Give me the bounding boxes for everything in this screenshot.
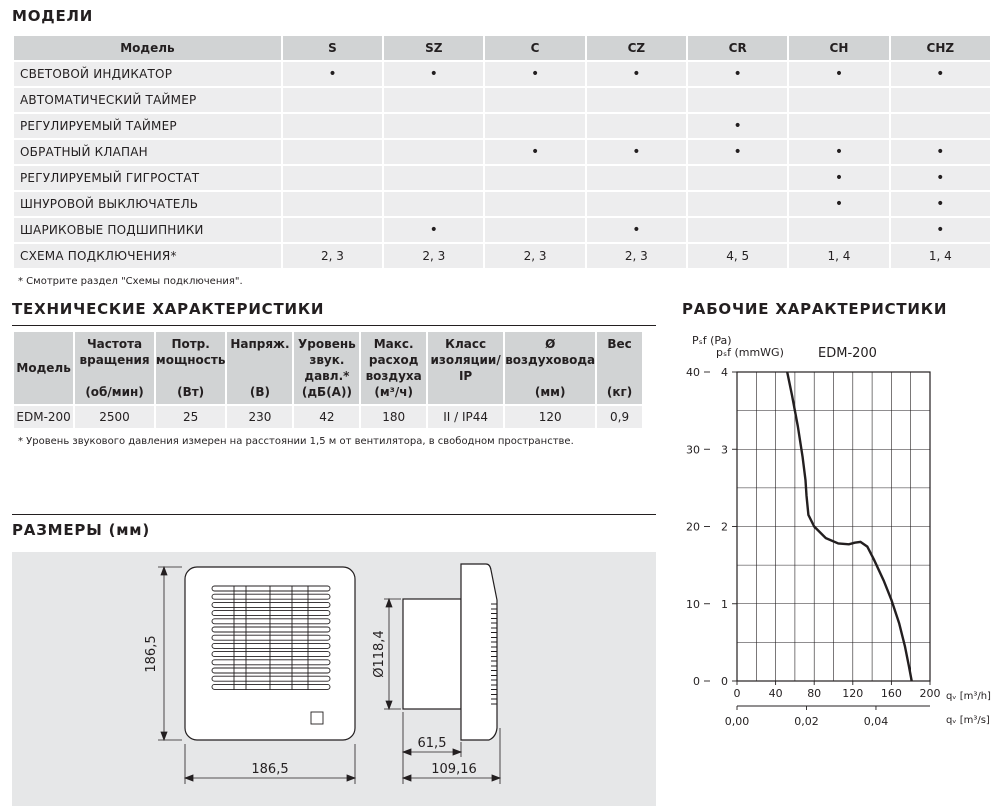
feature-row bbox=[14, 192, 990, 216]
tech-header-name: Вес bbox=[607, 337, 632, 351]
y-tick-label-pa: 30 bbox=[686, 443, 700, 457]
tech-column-header bbox=[428, 332, 503, 404]
feature-dot: • bbox=[789, 140, 888, 164]
width-label: 186,5 bbox=[251, 762, 289, 777]
model-column-header: SZ bbox=[384, 36, 483, 60]
side-view bbox=[403, 564, 497, 740]
models-footnote: * Смотрите раздел "Схемы подключения". bbox=[18, 276, 243, 287]
y-tick-label-mmwg: 3 bbox=[721, 443, 728, 457]
dims-divider bbox=[12, 514, 656, 515]
y-tick-label-mmwg: 4 bbox=[721, 366, 728, 379]
y-tick-label-mmwg: 2 bbox=[721, 520, 728, 534]
x2-tick-label: 0,04 bbox=[863, 715, 889, 728]
feature-cell bbox=[384, 166, 483, 190]
feature-dot: • bbox=[891, 62, 990, 86]
model-column-header: CZ bbox=[587, 36, 686, 60]
x-axis-label-m3s: qᵥ [m³/s] bbox=[946, 715, 990, 726]
y-tick-label-pa: 20 bbox=[686, 520, 700, 534]
tech-value: 0,9 bbox=[597, 406, 642, 428]
feature-cell bbox=[384, 88, 483, 112]
tech-value: II / IP44 bbox=[428, 406, 503, 428]
tech-title: ТЕХНИЧЕСКИЕ ХАРАКТЕРИСТИКИ bbox=[12, 300, 325, 318]
feature-row bbox=[14, 62, 990, 86]
model-column-header: CHZ bbox=[891, 36, 990, 60]
feature-dot: • bbox=[789, 192, 888, 216]
x2-tick-label: 0,00 bbox=[724, 715, 750, 728]
x-tick-label: 0 bbox=[733, 687, 741, 700]
tech-header-name: Напряж. bbox=[230, 337, 290, 351]
feature-cell bbox=[384, 140, 483, 164]
feature-label: РЕГУЛИРУЕМЫЙ ГИГРОСТАТ bbox=[14, 166, 281, 190]
tech-value: 42 bbox=[294, 406, 359, 428]
feature-cell bbox=[384, 192, 483, 216]
x-tick-label: 160 bbox=[880, 687, 902, 700]
y-tick-label-pa: 40 bbox=[686, 366, 700, 379]
tech-table bbox=[12, 330, 644, 430]
models-header-label: Модель bbox=[14, 36, 281, 60]
feature-cell bbox=[789, 218, 888, 242]
tech-column-header: Модель bbox=[14, 332, 73, 404]
tech-column-header bbox=[156, 332, 226, 404]
feature-row bbox=[14, 218, 990, 242]
tech-header-unit: (м³/ч) bbox=[374, 385, 413, 399]
y-tick-label-mmwg: 1 bbox=[721, 597, 728, 611]
feature-cell bbox=[587, 114, 686, 138]
feature-dot: • bbox=[587, 62, 686, 86]
feature-dot: • bbox=[384, 62, 483, 86]
feature-cell bbox=[283, 140, 382, 164]
tech-header-name: Макс. расход воздуха bbox=[365, 337, 422, 383]
feature-dot: • bbox=[891, 140, 990, 164]
inner-depth-label: 61,5 bbox=[417, 736, 447, 751]
feature-dot: • bbox=[384, 218, 483, 242]
total-depth-label: 109,16 bbox=[431, 762, 477, 777]
feature-dot: • bbox=[789, 62, 888, 86]
tech-header-name: Частота вращения bbox=[79, 337, 150, 367]
models-table bbox=[12, 34, 992, 270]
tech-column-header bbox=[75, 332, 154, 404]
feature-dot: • bbox=[485, 62, 584, 86]
feature-row bbox=[14, 140, 990, 164]
x-tick-label: 200 bbox=[919, 687, 941, 700]
feature-cell bbox=[587, 192, 686, 216]
feature-cell bbox=[587, 88, 686, 112]
x2-tick-label: 0,02 bbox=[794, 715, 819, 728]
feature-label: ШНУРОВОЙ ВЫКЛЮЧАТЕЛЬ bbox=[14, 192, 281, 216]
feature-dot: • bbox=[587, 140, 686, 164]
tech-data-row bbox=[14, 406, 642, 428]
tech-value: 180 bbox=[361, 406, 426, 428]
feature-label: ШАРИКОВЫЕ ПОДШИПНИКИ bbox=[14, 218, 281, 242]
feature-cell bbox=[485, 218, 584, 242]
feature-cell bbox=[384, 114, 483, 138]
feature-cell bbox=[891, 88, 990, 112]
feature-cell: 2, 3 bbox=[485, 244, 584, 268]
feature-cell bbox=[283, 192, 382, 216]
models-header-row bbox=[14, 36, 990, 60]
feature-dot: • bbox=[485, 140, 584, 164]
x-tick-label: 40 bbox=[768, 687, 783, 700]
models-title: МОДЕЛИ bbox=[12, 7, 94, 25]
y-tick-label-pa: 0 bbox=[693, 675, 700, 688]
feature-cell bbox=[283, 218, 382, 242]
feature-row bbox=[14, 88, 990, 112]
front-view bbox=[185, 567, 355, 740]
tech-value: 2500 bbox=[75, 406, 154, 428]
model-column-header: S bbox=[283, 36, 382, 60]
tech-value: EDM-200 bbox=[14, 406, 73, 428]
y-tick-label-mmwg: 0 bbox=[721, 675, 728, 688]
tech-divider bbox=[12, 325, 656, 326]
chart-title: EDM-200 bbox=[818, 346, 877, 361]
y-tick-label-pa: 10 bbox=[686, 597, 700, 611]
feature-dot: • bbox=[891, 218, 990, 242]
feature-label: ОБРАТНЫЙ КЛАПАН bbox=[14, 140, 281, 164]
y-axis-label-pa: Pₛf (Pa) bbox=[692, 334, 732, 347]
tech-value: 120 bbox=[505, 406, 595, 428]
x-tick-label: 120 bbox=[842, 687, 864, 700]
feature-cell bbox=[587, 166, 686, 190]
feature-dot: • bbox=[688, 140, 787, 164]
feature-cell bbox=[688, 192, 787, 216]
feature-label: СВЕТОВОЙ ИНДИКАТОР bbox=[14, 62, 281, 86]
tech-header-unit: (В) bbox=[249, 385, 270, 399]
tech-header-unit: (мм) bbox=[534, 385, 566, 399]
feature-cell: 2, 3 bbox=[384, 244, 483, 268]
feature-cell bbox=[283, 88, 382, 112]
tech-header-unit: (кг) bbox=[606, 385, 633, 399]
feature-label: АВТОМАТИЧЕСКИЙ ТАЙМЕР bbox=[14, 88, 281, 112]
feature-cell bbox=[688, 88, 787, 112]
tech-column-header bbox=[294, 332, 359, 404]
feature-cell: 2, 3 bbox=[283, 244, 382, 268]
feature-cell bbox=[485, 88, 584, 112]
dimensions-drawing bbox=[12, 552, 656, 806]
chart-ticks bbox=[686, 366, 941, 728]
feature-cell bbox=[891, 114, 990, 138]
feature-dot: • bbox=[688, 114, 787, 138]
feature-cell bbox=[283, 166, 382, 190]
model-column-header: CH bbox=[789, 36, 888, 60]
duct-diameter-label: Ø118,4 bbox=[372, 630, 387, 678]
feature-cell: 1, 4 bbox=[789, 244, 888, 268]
height-label: 186,5 bbox=[144, 635, 159, 673]
dims-title: РАЗМЕРЫ (мм) bbox=[12, 521, 151, 539]
feature-row bbox=[14, 114, 990, 138]
feature-cell bbox=[485, 166, 584, 190]
feature-dot: • bbox=[688, 62, 787, 86]
tech-header-name: Ø воздуховода bbox=[505, 337, 596, 367]
feature-dot: • bbox=[587, 218, 686, 242]
tech-footnote: * Уровень звукового давления измерен на расстоянии 1,5 м от вентилятора, в свободном пространстве. bbox=[18, 436, 574, 447]
feature-cell bbox=[283, 114, 382, 138]
perf-title: РАБОЧИЕ ХАРАКТЕРИСТИКИ bbox=[682, 300, 948, 318]
tech-header-name: Потр. мощность bbox=[155, 337, 226, 367]
feature-label: СХЕМА ПОДКЛЮЧЕНИЯ* bbox=[14, 244, 281, 268]
feature-dot: • bbox=[891, 166, 990, 190]
feature-cell bbox=[485, 192, 584, 216]
tech-header-unit: (Вт) bbox=[177, 385, 205, 399]
model-column-header: C bbox=[485, 36, 584, 60]
feature-cell bbox=[688, 218, 787, 242]
tech-header-name: Уровень звук. давл.* bbox=[298, 337, 356, 383]
feature-row bbox=[14, 166, 990, 190]
tech-column-header bbox=[505, 332, 595, 404]
performance-chart bbox=[660, 330, 1000, 740]
dimensions-panel bbox=[12, 552, 656, 806]
tech-header-row bbox=[14, 332, 642, 404]
tech-column-header bbox=[597, 332, 642, 404]
tech-value: 230 bbox=[227, 406, 292, 428]
feature-dot: • bbox=[789, 166, 888, 190]
feature-cell: 4, 5 bbox=[688, 244, 787, 268]
tech-header-name: Класс изоляции/ IP bbox=[430, 337, 501, 383]
feature-cell bbox=[688, 166, 787, 190]
x-axis-label-m3h: qᵥ [m³/h] bbox=[946, 691, 991, 702]
tech-column-header bbox=[361, 332, 426, 404]
feature-cell bbox=[789, 114, 888, 138]
feature-dot: • bbox=[283, 62, 382, 86]
y-axis-label-mmwg: pₛf (mmWG) bbox=[716, 346, 784, 359]
tech-value: 25 bbox=[156, 406, 226, 428]
tech-header-unit: (об/мин) bbox=[85, 385, 144, 399]
feature-dot: • bbox=[891, 192, 990, 216]
feature-label: РЕГУЛИРУЕМЫЙ ТАЙМЕР bbox=[14, 114, 281, 138]
feature-cell: 2, 3 bbox=[587, 244, 686, 268]
model-column-header: CR bbox=[688, 36, 787, 60]
feature-cell bbox=[789, 88, 888, 112]
feature-row bbox=[14, 244, 990, 268]
feature-cell: 1, 4 bbox=[891, 244, 990, 268]
x-tick-label: 80 bbox=[807, 687, 822, 700]
feature-cell bbox=[485, 114, 584, 138]
tech-column-header bbox=[227, 332, 292, 404]
tech-header-unit: (дБ(А)) bbox=[301, 385, 352, 399]
